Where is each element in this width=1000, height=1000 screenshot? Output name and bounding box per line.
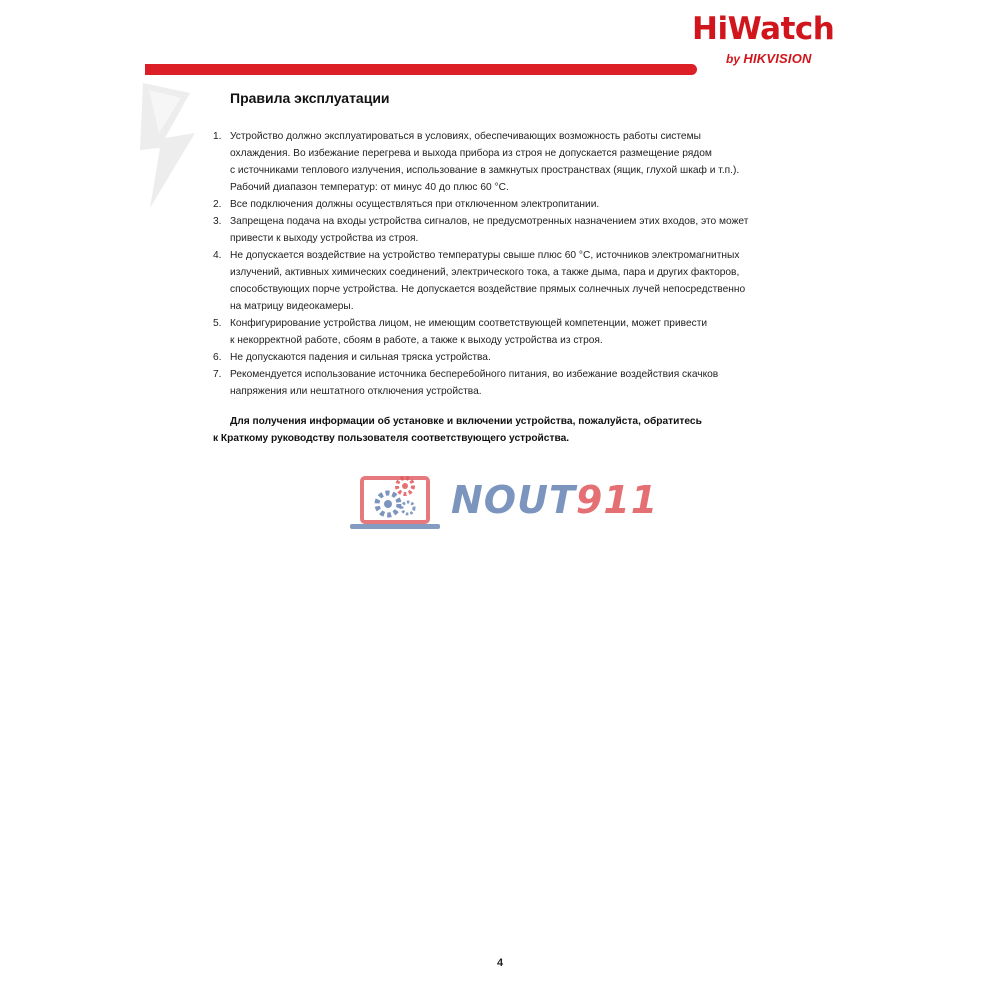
rule-item (213, 349, 803, 366)
rule-text-line: Все подключения должны осуществляться при отключенном электропитании. (230, 199, 600, 210)
hiwatch-logo (690, 8, 840, 68)
rule-item (213, 247, 803, 315)
reference-note (213, 413, 813, 447)
rule-item (213, 366, 803, 400)
rule-text-line: Не допускаются падения и сильная тряска устройства. (230, 352, 491, 363)
rule-item (213, 128, 803, 196)
rule-item (213, 315, 803, 349)
page-title: Правила эксплуатации (230, 90, 390, 106)
rule-text-line: с источниками теплового излучения, использование в замкнутых пространствах (ящик, глухой шкаф и т.п.). (230, 165, 740, 176)
rule-number: 4. (213, 250, 222, 261)
reference-note-line-2: к Краткому руководству пользователя соответствующего устройства. (213, 433, 570, 444)
logo-by-word: by (726, 52, 741, 66)
logo-byline (726, 52, 812, 66)
rule-number: 2. (213, 199, 222, 210)
watermark-text-accent: 911 (575, 478, 659, 522)
rule-text-line: Запрещена подача на входы устройства сигналов, не предусмотренных назначением этих входов, это может (230, 216, 749, 227)
rule-text-line: Рабочий диапазон температур: от минус 40 до плюс 60 °С. (230, 182, 509, 193)
rule-text-line: к некорректной работе, сбоям в работе, а также к выходу устройства из строя. (230, 335, 603, 346)
watermark-text-main: NOUT (451, 478, 576, 522)
logo-brand-name: HiWatch (692, 11, 835, 47)
rule-text-line: на матрицу видеокамеры. (230, 301, 354, 312)
reference-note-line-1: Для получения информации об установке и включении устройства, пожалуйста, обратитесь (230, 416, 702, 427)
rule-number: 3. (213, 216, 222, 227)
page-number: 4 (497, 957, 504, 969)
rule-text-line: Рекомендуется использование источника бесперебойного питания, во избежание воздействия скачков (230, 369, 719, 380)
decorative-shape-icon (135, 78, 205, 213)
rule-number: 7. (213, 369, 222, 380)
rule-text-line: Устройство должно эксплуатироваться в условиях, обеспечивающих возможность работы системы (230, 131, 701, 142)
logo-maker: HIKVISION (743, 51, 812, 66)
rule-text-line: Не допускается воздействие на устройство температуры свыше плюс 60 °С, источников электромагнитных (230, 250, 740, 261)
rule-number: 1. (213, 131, 222, 142)
rule-number: 6. (213, 352, 222, 363)
header-red-bar (145, 64, 697, 75)
rule-text-line: излучений, активных химических соединений, электрического тока, а также дыма, пара и других факторов, (230, 267, 740, 278)
rule-item (213, 196, 803, 213)
watermark-text (451, 478, 658, 522)
rule-text-line: способствующих порче устройства. Не допускается воздействие прямых солнечных лучей непосредственно (230, 284, 746, 295)
rule-text-line: охлаждения. Во избежание перегрева и выхода прибора из строя не допускается размещение рядом (230, 148, 712, 159)
nout911-watermark (348, 466, 658, 536)
rule-text-line: Конфигурирование устройства лицом, не имеющим соответствующей компетенции, может привести (230, 318, 708, 329)
rule-text-line: привести к выходу устройства из строя. (230, 233, 419, 244)
rule-text-line: напряжения или нештатного отключения устройства. (230, 386, 482, 397)
rule-number: 5. (213, 318, 222, 329)
rules-list (213, 128, 803, 400)
laptop-gears-icon (348, 466, 448, 536)
rule-item (213, 213, 803, 247)
